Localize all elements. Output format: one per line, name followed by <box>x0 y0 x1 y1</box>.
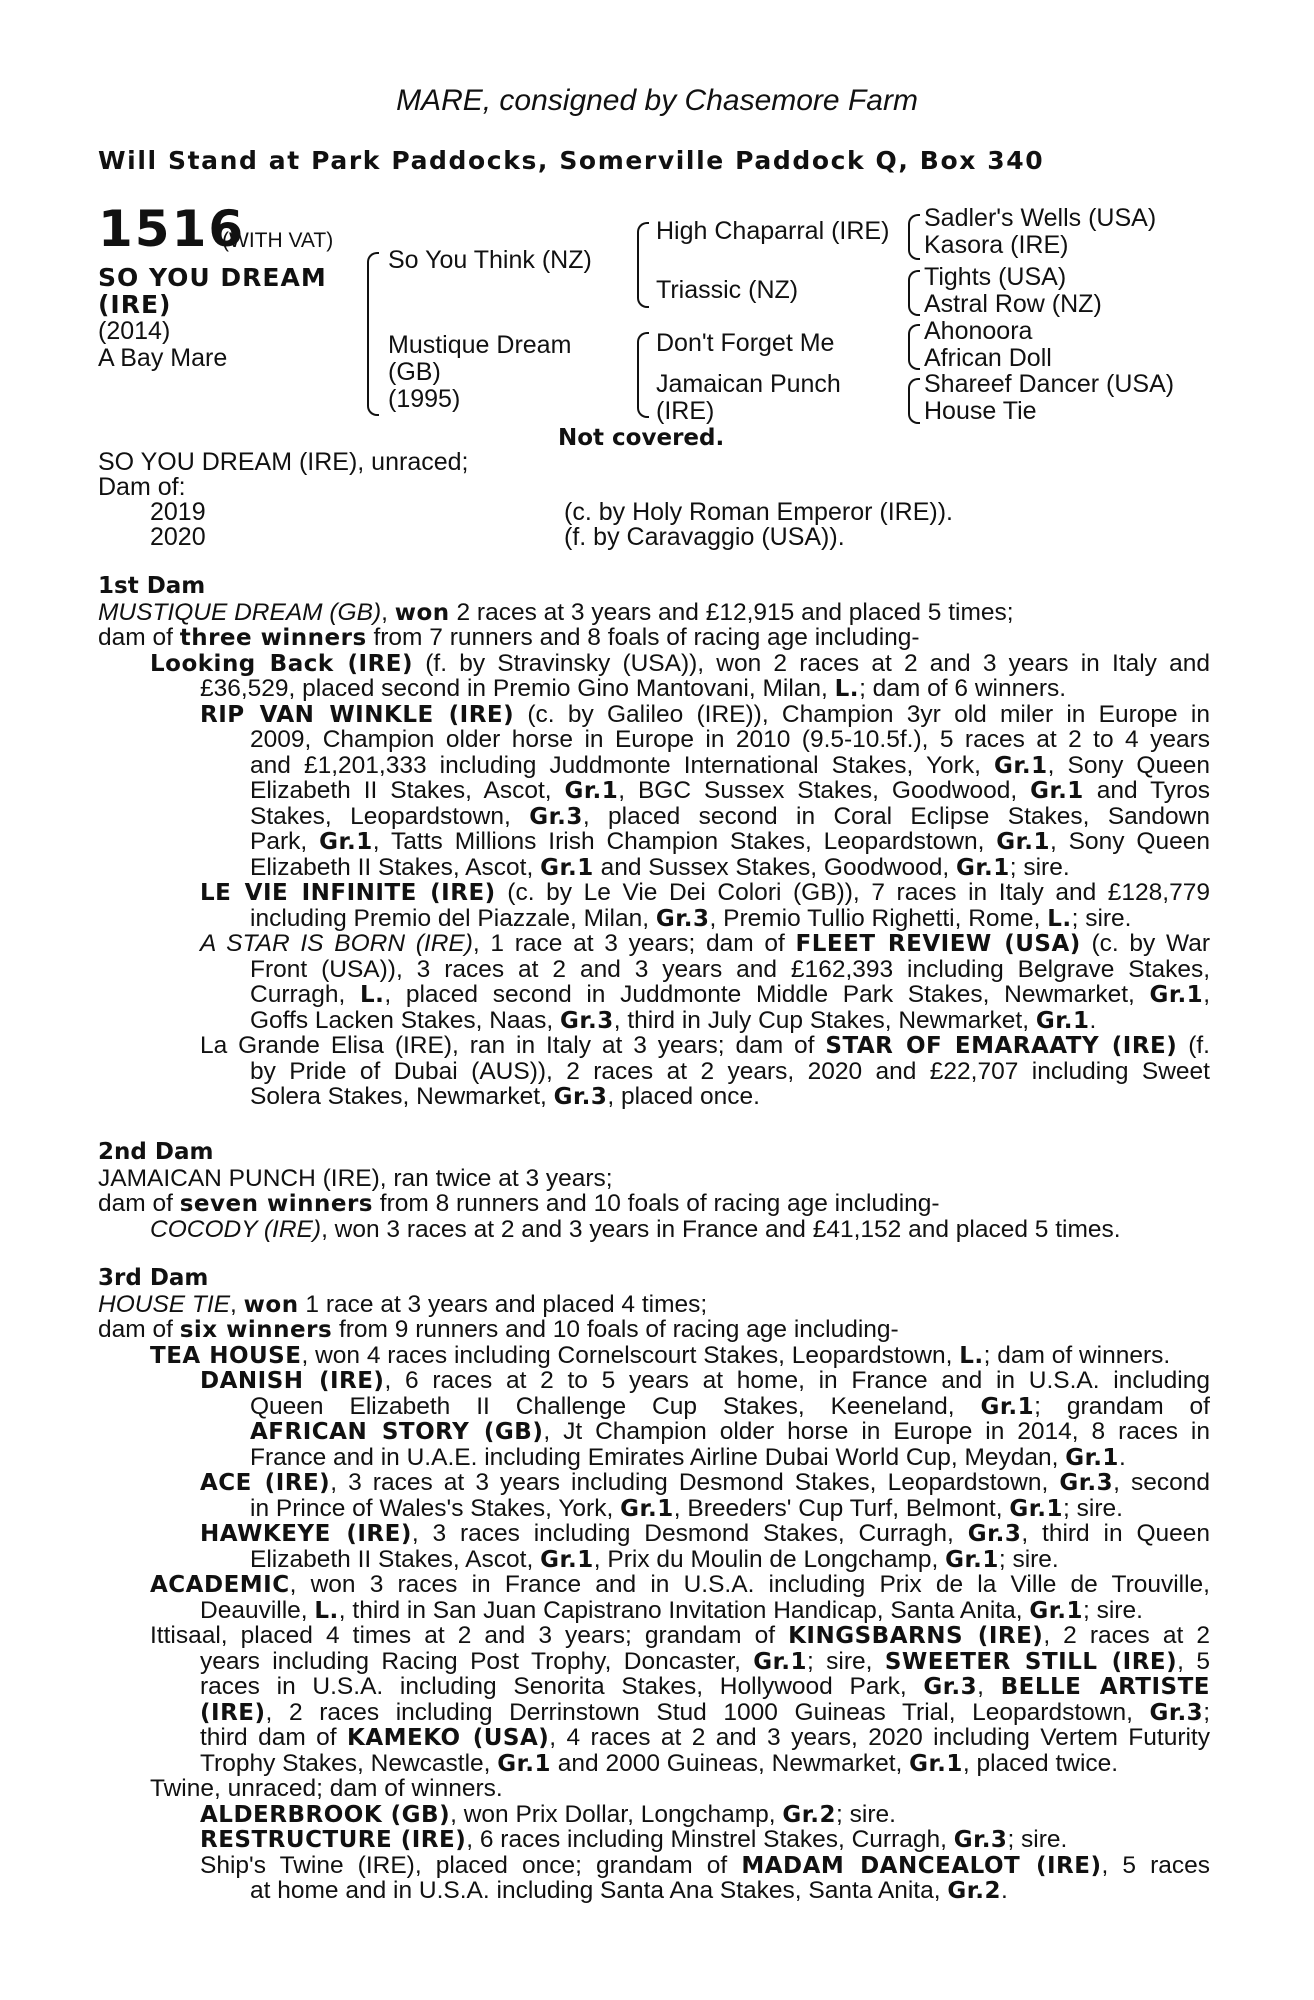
progeny-a-star-is-born: A STAR IS BORN (IRE), 1 race at 3 years; dam of FLEET REVIEW (USA) (c. by War <box>200 930 1211 957</box>
progeny-rip-van-winkle: RIP VAN WINKLE (IRE) (c. by Galileo (IRE)), Champion 3yr old miler in Europe in <box>200 700 1210 728</box>
ace-line2: in Prince of Wales's Stakes, York, Gr.1, Breeders' Cup Turf, Belmont, Gr.1; sire. <box>250 1494 1123 1522</box>
sd-sire: Tights (USA) <box>924 263 1067 291</box>
progeny-ittisaal: Ittisaal, placed 4 times at 2 and 3 years; grandam of KINGSBARNS (IRE), 2 races at 2 <box>150 1622 1210 1649</box>
progeny-le-vie-infinite: LE VIE INFINITE (IRE) (c. by Le Vie Dei Colori (GB)), 7 races in Italy and £128,779 <box>200 879 1210 906</box>
rvw-line4: Elizabeth II Stakes, Ascot, Gr.1, BGC Sussex Stakes, Goodwood, Gr.1 and Tyros <box>250 777 1210 804</box>
ittisaal-line5: third dam of KAMEKO (USA), 4 races at 2 and 3 years, 2020 including Vertem Futurity <box>200 1724 1210 1751</box>
gen3-brace-3 <box>908 324 920 370</box>
dam-line1: Mustique Dream <box>388 331 572 359</box>
asib-line4: Goffs Lacken Stakes, Naas, Gr.3, third in July Cup Stakes, Newmarket, Gr.1. <box>250 1006 1097 1034</box>
produce-intro: SO YOU DREAM (IRE), unraced; <box>98 448 469 476</box>
progeny-twine: Twine, unraced; dam of winners. <box>150 1775 503 1802</box>
ittisaal-line4: (IRE), 2 races including Derrinstown Stud 1000 Guineas Trial, Leopardstown, Gr.3; <box>200 1698 1210 1726</box>
dam-sire: Don't Forget Me <box>656 329 835 357</box>
horse-name-line1: SO YOU DREAM <box>98 263 327 292</box>
dam-dam-line2: (IRE) <box>656 397 715 425</box>
first-dam-heading: 1st Dam <box>98 573 206 599</box>
rvw-line3: and £1,201,333 including Juddmonte International Stakes, York, Gr.1, Sony Queen <box>250 751 1210 779</box>
gen3-brace-1 <box>908 214 920 260</box>
second-dam-line: JAMAICAN PUNCH (IRE), ran twice at 3 years; <box>98 1164 613 1192</box>
horse-name-line2: (IRE) <box>98 290 172 319</box>
ittisaal-line6: Trophy Stakes, Newcastle, Gr.1 and 2000 Guineas, Newmarket, Gr.1, placed twice. <box>200 1749 1119 1777</box>
dd-sire: Shareef Dancer (USA) <box>924 370 1175 398</box>
location-line: Will Stand at Park Paddocks, Somerville Paddock Q, Box 340 <box>98 146 1045 175</box>
sd-dam: Astral Row (NZ) <box>924 290 1102 318</box>
progeny-la-grande-elisa: La Grande Elisa (IRE), ran in Italy at 3 years; dam of STAR OF EMARAATY (IRE) (f. <box>200 1032 1210 1059</box>
sire-sire: High Chaparral (IRE) <box>656 217 890 245</box>
gen3-brace-2 <box>908 270 920 316</box>
progeny-cocody: COCODY (IRE), won 3 races at 2 and 3 years in France and £41,152 and placed 5 times. <box>150 1215 1121 1243</box>
progeny-restructure: RESTRUCTURE (IRE), 6 races including Minstrel Stakes, Curragh, Gr.3; sire. <box>200 1826 1068 1853</box>
sire-dam: Triassic (NZ) <box>656 276 799 304</box>
dam-line2: (GB) <box>388 358 441 386</box>
ds-dam: African Doll <box>924 344 1052 372</box>
second-dam-summary: dam of seven winners from 8 runners and 10 foals of racing age including- <box>98 1190 940 1217</box>
danish-line4: France and in U.A.E. including Emirates Airline Dubai World Cup, Meydan, Gr.1. <box>250 1443 1126 1471</box>
dam-parents-brace <box>637 332 649 418</box>
consignor-heading: MARE, consigned by Chasemore Farm <box>396 84 918 117</box>
ittisaal-line3: races in U.S.A. including Senorita Stakes, Hollywood Park, Gr.3, BELLE ARTISTE <box>200 1673 1210 1700</box>
second-dam-section <box>98 1140 1210 1242</box>
progeny-hawkeye: HAWKEYE (IRE), 3 races including Desmond Stakes, Curragh, Gr.3, third in Queen <box>200 1520 1210 1547</box>
progeny-looking-back: Looking Back (IRE) (f. by Stravinsky (USA)), won 2 races at 2 and 3 years in Italy and <box>150 649 1210 677</box>
third-dam-section <box>98 1266 1210 1904</box>
progeny-alderbrook: ALDERBROOK (GB), won Prix Dollar, Longchamp, Gr.2; sire. <box>200 1800 896 1828</box>
produce-record-2: (f. by Caravaggio (USA)). <box>564 523 845 551</box>
rvw-line6: Park, Gr.1, Tatts Millions Irish Champion Stakes, Leopardstown, Gr.1, Sony Queen <box>250 828 1210 855</box>
lge-line2: by Pride of Dubai (AUS)), 2 races at 2 years, 2020 and £22,707 including Sweet <box>250 1057 1210 1085</box>
first-dam-line: MUSTIQUE DREAM (GB), won 2 races at 3 years and £12,915 and placed 5 times; <box>98 598 1014 626</box>
dam-dam-line1: Jamaican Punch <box>656 370 841 398</box>
horse-name <box>98 264 358 318</box>
second-dam-heading: 2nd Dam <box>98 1139 214 1165</box>
asib-line3: Curragh, L., placed second in Juddmonte Middle Park Stakes, Newmarket, Gr.1, <box>250 981 1210 1008</box>
sire-parents-brace <box>637 222 649 308</box>
ss-sire: Sadler's Wells (USA) <box>924 204 1157 232</box>
produce-year-1: 2019 <box>150 498 206 526</box>
ittisaal-line2: years including Racing Post Trophy, Doncaster, Gr.1; sire, SWEETER STILL (IRE), 5 <box>200 1647 1210 1675</box>
rvw-line5: Stakes, Leopardstown, Gr.3, placed second in Coral Eclipse Stakes, Sandown <box>250 802 1210 830</box>
produce-record-1: (c. by Holy Roman Emperor (IRE)). <box>564 498 953 526</box>
produce-dam-of: Dam of: <box>98 473 186 501</box>
sire: So You Think (NZ) <box>388 246 592 274</box>
vat-note: (WITH VAT) <box>222 229 334 252</box>
birth-year: (2014) <box>98 317 171 345</box>
progeny-ace: ACE (IRE), 3 races at 3 years including Desmond Stakes, Leopardstown, Gr.3, second <box>200 1469 1210 1496</box>
danish-line2: Queen Elizabeth II Challenge Cup Stakes, Keeneland, Gr.1; grandam of <box>250 1392 1210 1420</box>
cover-status: Not covered. <box>558 425 725 451</box>
academic-line2: Deauville, L., third in San Juan Capistrano Invitation Handicap, Santa Anita, Gr.1; sire. <box>200 1596 1143 1624</box>
asib-line2: Front (USA)), 3 races at 2 and 3 years and £162,393 including Belgrave Stakes, <box>250 955 1210 983</box>
lot-number: 1516 <box>98 200 246 258</box>
third-dam-summary: dam of six winners from 9 runners and 10 foals of racing age including- <box>98 1316 899 1343</box>
dam-line3: (1995) <box>388 385 461 413</box>
ds-sire: Ahonoora <box>924 317 1033 345</box>
lvi-line2: including Premio del Piazzale, Milan, Gr.3, Premio Tullio Righetti, Rome, L.; sire. <box>250 904 1132 932</box>
third-dam-line: HOUSE TIE, won 1 race at 3 years and placed 4 times; <box>98 1290 708 1318</box>
rvw-line7: Elizabeth II Stakes, Ascot, Gr.1 and Sussex Stakes, Goodwood, Gr.1; sire. <box>250 853 1070 881</box>
rvw-line2: 2009, Champion older horse in Europe in 2010 (9.5-10.5f.), 5 races at 2 to 4 years <box>250 726 1210 753</box>
hawkeye-line2: Elizabeth II Stakes, Ascot, Gr.1, Prix du Moulin de Longchamp, Gr.1; sire. <box>250 1545 1059 1573</box>
gen3-brace-4 <box>908 378 920 424</box>
first-dam-summary: dam of three winners from 7 runners and 8 foals of racing age including- <box>98 624 920 651</box>
ships-twine-line2: at home and in U.S.A. including Santa Ana Stakes, Santa Anita, Gr.2. <box>250 1877 1008 1904</box>
progeny-ships-twine: Ship's Twine (IRE), placed once; grandam of MADAM DANCEALOT (IRE), 5 races <box>200 1851 1210 1879</box>
horse-description: A Bay Mare <box>98 344 228 372</box>
dd-dam: House Tie <box>924 397 1037 425</box>
produce-year-2: 2020 <box>150 523 206 551</box>
progeny-danish: DANISH (IRE), 6 races at 2 to 5 years at home, in France and in U.S.A. including <box>200 1367 1210 1394</box>
danish-line3: AFRICAN STORY (GB), Jt Champion older horse in Europe in 2014, 8 races in <box>250 1418 1211 1445</box>
progeny-academic: ACADEMIC, won 3 races in France and in U.S.A. including Prix de la Ville de Trouville, <box>150 1571 1210 1598</box>
sire-dam-brace <box>367 252 379 416</box>
lge-line3: Solera Stakes, Newmarket, Gr.3, placed once. <box>250 1083 760 1110</box>
third-dam-heading: 3rd Dam <box>98 1265 209 1291</box>
progeny-looking-back-cont: £36,529, placed second in Premio Gino Mantovani, Milan, L.; dam of 6 winners. <box>200 675 1067 702</box>
progeny-tea-house: TEA HOUSE, won 4 races including Cornelscourt Stakes, Leopardstown, L.; dam of winners. <box>150 1341 1171 1369</box>
ss-dam: Kasora (IRE) <box>924 231 1069 259</box>
first-dam-section <box>98 574 1210 1110</box>
